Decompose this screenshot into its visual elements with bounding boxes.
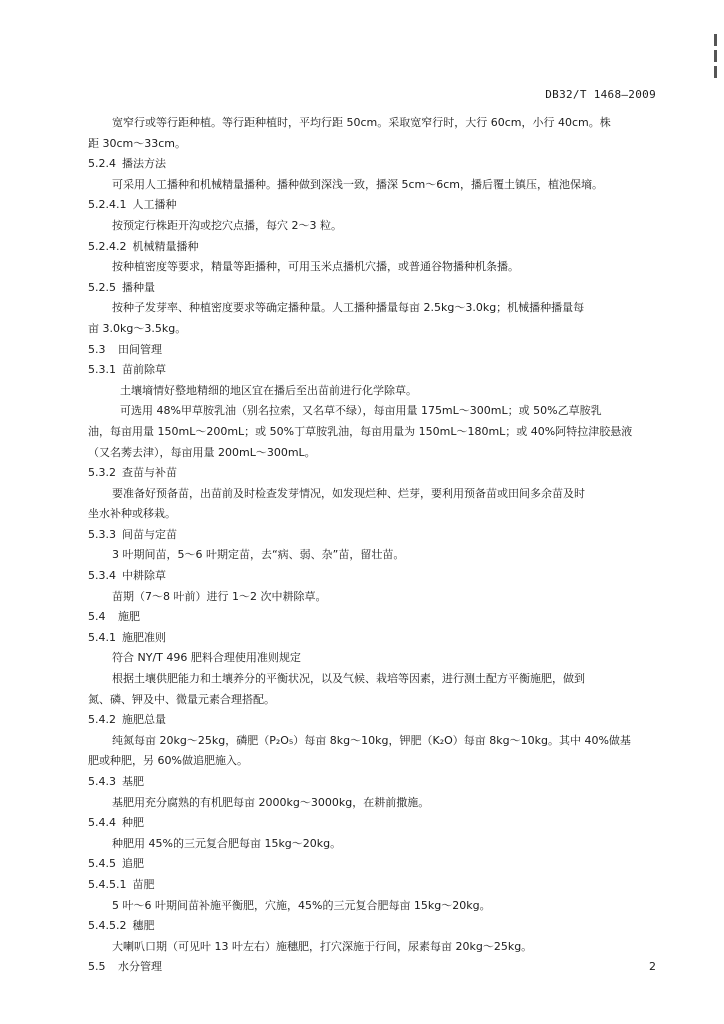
document-body: [88, 113, 660, 978]
section-title: 查苗与补苗: [122, 466, 177, 480]
paragraph-line: 按预定行株距开沟或挖穴点播，每穴 2～3 粒。: [112, 218, 342, 232]
paragraph-line: 油，每亩用量 150mL～200mL；或 50%丁草胺乳油，每亩用量为 150mL～180mL；或 40%阿特拉津胶悬液: [88, 424, 633, 438]
standard-code-header: DB32/T 1468—2009: [545, 88, 656, 101]
paragraph-line: 苗期（7～8 叶前）进行 1～2 次中耕除草。: [112, 589, 327, 603]
paragraph-line: 根据土壤供肥能力和土壤养分的平衡状况，以及气候、栽培等因素，进行测土配方平衡施肥，做到: [112, 672, 585, 686]
section-number: 5.4.1: [88, 630, 116, 644]
page-number: 2: [649, 960, 656, 973]
paragraph-line: 可采用人工播种和机械精量播种。播种做到深浅一致，播深 5cm～6cm，播后覆土镇压，植池保墒。: [112, 177, 604, 191]
section-title: 苗前除草: [122, 363, 166, 377]
section-number: 5.2.4.2: [88, 239, 127, 253]
section-title: 水分管理: [118, 960, 162, 974]
section-heading: [88, 813, 660, 834]
section-heading: [88, 957, 660, 978]
paragraph-line: 距 30cm～33cm。: [88, 136, 187, 150]
section-number: 5.4: [88, 610, 106, 624]
section-title: 间苗与定苗: [122, 527, 177, 541]
paragraph-line: 3 叶期间苗，5～6 叶期定苗，去“病、弱、杂”苗，留壮苗。: [112, 548, 405, 562]
paragraph-line: 要准备好预备苗，出苗前及时检查发芽情况，如发现烂种、烂芽，要利用预备苗或田间多余苗及时: [112, 486, 585, 500]
paragraph-line: 纯氮每亩 20kg～25kg，磷肥（P₂O₅）每亩 8kg～10kg，钾肥（K₂O）每亩 8kg～10kg。其中 40%做基: [112, 733, 631, 747]
section-title: 施肥总量: [122, 713, 166, 727]
section-title: 播法方法: [122, 157, 166, 171]
section-heading: [88, 916, 660, 937]
section-number: 5.4.3: [88, 775, 116, 788]
paragraph-line: 肥或种肥，另 60%做追肥施入。: [88, 754, 248, 768]
section-number: 5.3.4: [88, 569, 116, 583]
paragraph-line: 土壤墒情好整地精细的地区宜在播后至出苗前进行化学除草。: [120, 383, 417, 397]
section-heading: [88, 195, 660, 216]
paragraph-line: （又名莠去津），每亩用量 200mL～300mL。: [88, 445, 316, 459]
section-number: 5.3: [88, 342, 106, 356]
section-number: 5.3.3: [88, 527, 116, 541]
paragraph-line: 基肥用充分腐熟的有机肥每亩 2000kg～3000kg，在耕前撒施。: [112, 795, 430, 809]
section-heading: [88, 772, 660, 793]
section-heading: [88, 340, 660, 361]
paragraph-line: 种肥用 45%的三元复合肥每亩 15kg～20kg。: [112, 836, 342, 850]
section-title: 田间管理: [118, 342, 162, 356]
section-title: 机械精量播种: [132, 239, 199, 253]
section-number: 5.5: [88, 960, 106, 974]
section-heading: [88, 237, 660, 258]
paragraph-line: 可选用 48%甲草胺乳油（别名拉索，又名草不绿），每亩用量 175mL～300mL；或 50%乙草胺乳: [120, 404, 602, 418]
paragraph-line: 坐水补种或移栽。: [88, 507, 176, 521]
section-number: 5.4.2: [88, 713, 116, 727]
paragraph-line: 按种子发芽率、种植密度要求等确定播种量。人工播种播量每亩 2.5kg～3.0kg；机械播种播量每: [112, 301, 585, 315]
section-number: 5.4.5: [88, 857, 116, 871]
section-heading: [88, 278, 660, 299]
section-title: 施肥准则: [122, 630, 166, 644]
paragraph-line: 符合 NY/T 496 肥料合理使用准则规定: [112, 651, 301, 665]
section-heading: [88, 463, 660, 484]
section-heading: [88, 154, 660, 175]
paragraph-line: 宽窄行或等行距种植。等行距种植时，平均行距 50cm。采取宽窄行时，大行 60cm，小行 40cm。株: [112, 116, 611, 129]
section-heading: [88, 607, 660, 628]
section-heading: [88, 628, 660, 649]
section-title: 基肥: [122, 775, 144, 788]
section-number: 5.4.5.2: [88, 919, 127, 933]
section-heading: [88, 710, 660, 731]
section-number: 5.2.4.1: [88, 198, 127, 212]
section-title: 中耕除草: [122, 569, 166, 583]
scan-edge-marks: [710, 30, 720, 90]
section-title: 人工播种: [132, 198, 177, 212]
paragraph-line: 大喇叭口期（可见叶 13 叶左右）施穗肥，打穴深施于行间，尿素每亩 20kg～25kg。: [112, 939, 533, 953]
section-heading: [88, 360, 660, 381]
section-title: 播种量: [122, 280, 155, 294]
section-number: 5.2.4: [88, 157, 116, 171]
section-number: 5.3.1: [88, 363, 116, 377]
section-title: 种肥: [122, 816, 144, 830]
section-number: 5.3.2: [88, 466, 116, 480]
section-heading: [88, 525, 660, 546]
paragraph-line: 氮、磷、钾及中、微量元素合理搭配。: [88, 692, 275, 706]
paragraph-line: 亩 3.0kg～3.5kg。: [88, 321, 187, 335]
section-number: 5.2.5: [88, 280, 116, 294]
section-number: 5.4.5.1: [88, 877, 127, 891]
paragraph-line: 5 叶～6 叶期间苗补施平衡肥，穴施，45%的三元复合肥每亩 15kg～20kg。: [112, 898, 491, 912]
section-title: 苗肥: [132, 877, 155, 891]
section-heading: [88, 566, 660, 587]
section-heading: [88, 875, 660, 896]
section-title: 穗肥: [132, 919, 155, 933]
paragraph-line: 按种植密度等要求，精量等距播种，可用玉米点播机穴播，或普通谷物播种机条播。: [112, 260, 519, 274]
section-number: 5.4.4: [88, 816, 116, 830]
section-heading: [88, 854, 660, 875]
section-title: 施肥: [118, 610, 140, 624]
section-title: 追肥: [122, 857, 144, 871]
